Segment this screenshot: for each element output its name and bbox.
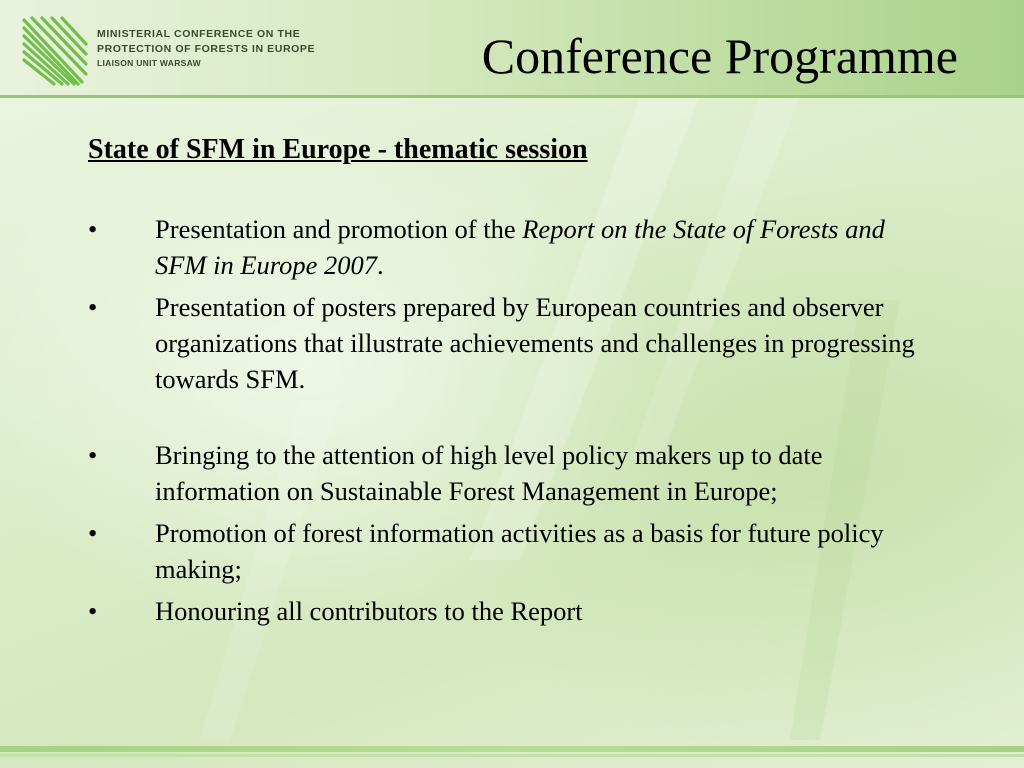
bullet-text: Presentation and promotion of the <box>155 214 523 244</box>
header-band <box>0 0 1024 96</box>
bullet-item-policy-makers <box>88 437 938 509</box>
bullet-text: Honouring all contributors to the Report <box>155 596 583 626</box>
bullet-item-contributors <box>88 593 938 629</box>
footer-bar <box>0 746 1024 752</box>
organization-name <box>97 27 367 70</box>
bullet-text: Promotion of forest information activities as a basis for future policy making; <box>155 518 884 584</box>
forest-rays-logo-icon <box>22 16 88 86</box>
session-heading: State of SFM in Europe - thematic session <box>88 134 588 165</box>
footer-bar-thin <box>0 754 1024 757</box>
bullet-marker: • <box>88 292 98 322</box>
bullet-item-information <box>88 515 938 587</box>
slide-title: Conference Programme <box>481 28 958 84</box>
bullet-item-report <box>88 211 938 283</box>
bullet-list <box>88 211 938 635</box>
bullet-text: Presentation of posters prepared by European countries and observer organizations that illustrate achievements and challenges in progressing towards SFM. <box>155 292 915 394</box>
bullet-marker: • <box>88 214 98 244</box>
organization-name-line-3: LIAISON UNIT WARSAW <box>97 58 201 68</box>
organization-name-line-2: PROTECTION OF FORESTS IN EUROPE <box>97 43 316 55</box>
report-title: Report on the State of Forests and SFM in Europe 2007 <box>155 214 885 280</box>
bullet-marker: • <box>88 596 98 626</box>
header-divider <box>0 95 1024 98</box>
bullet-item-posters <box>88 289 938 397</box>
bullet-marker: • <box>88 440 98 470</box>
bullet-text: Bringing to the attention of high level policy makers up to date information on Sustainable Forest Management in Europe; <box>155 440 823 506</box>
organization-name-line-1: MINISTERIAL CONFERENCE ON THE <box>97 28 301 40</box>
bullet-marker: • <box>88 518 98 548</box>
bullet-text-end: . <box>377 250 384 280</box>
